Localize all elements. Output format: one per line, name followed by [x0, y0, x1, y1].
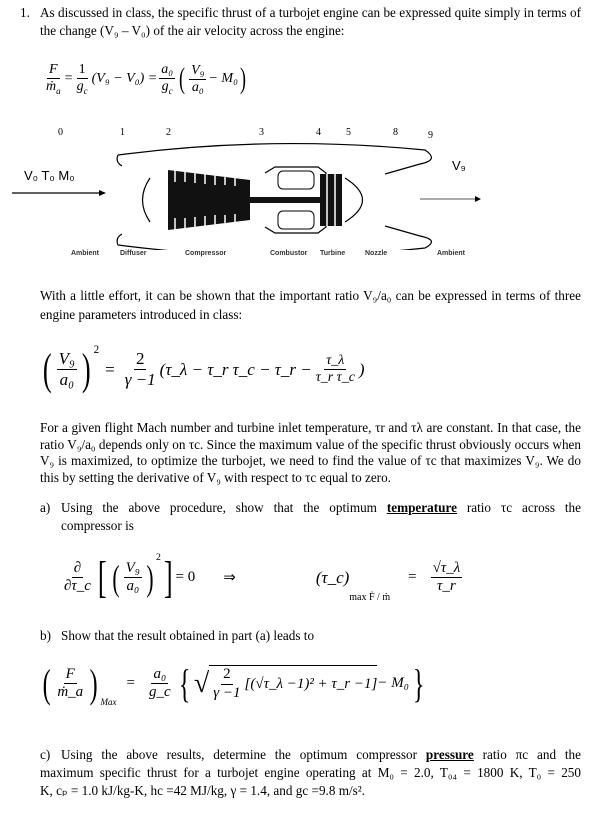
section-nozzle: Nozzle — [365, 250, 388, 257]
emphasis-pressure: pressure — [425, 747, 474, 762]
para2-line-1: With a little effort, it can be shown that the important ratio V₉/a₀ can be expressed in terms of three — [40, 288, 581, 303]
para3-line-1: For a given flight Mach number and turbine inlet temperature, τr and τλ are constant. In that case, the — [40, 420, 581, 435]
inlet-conditions-label: V₀ T₀ M₀ — [24, 168, 75, 183]
para3-line-3: V₉ is maximized, to optimize the turbojet, we need to find the value of τc that maximizes V₉. We do — [40, 453, 581, 468]
station-5: 5 — [346, 127, 351, 138]
part-c-line-3: K, cₚ = 1.0 kJ/kg-K, hc =42 MJ/kg, γ = 1.4, and gc =9.8 m/s². — [40, 783, 366, 798]
part-a-line-1: Using the above procedure, show that the optimum temperature ratio τc across the — [61, 500, 581, 515]
section-diffuser: Diffuser — [120, 250, 147, 257]
section-turbine: Turbine — [320, 250, 346, 257]
emphasis-temperature: temperature — [386, 500, 457, 515]
station-8: 8 — [393, 127, 398, 138]
station-1: 1 — [120, 127, 125, 138]
part-c-line-1: Using the above results, determine the optimum compressor pressure ratio πc and the — [61, 747, 582, 762]
specific-thrust-equation: $\frac{F}{ṁ_a}$ = $\frac{1}{g_c}$ (V₉ − V₀) = $\frac{\text{a₀}}{g_c}$ ( $\frac{\text{V₉}}{\text{a₀}}$ − M₀ ) — [46, 62, 246, 96]
engine-drawing — [0, 140, 610, 250]
velocity-ratio-equation: ( $\frac{\text{V₉}}{\text{a₀}}$ ) $^2$ = $\frac{2}{\gamma -1}$ (τ_λ − τ_r τ_c − τ_r − $\frac{\tau\_\lambda}{\text{τ\_r τ\_c}}$ ) — [42, 344, 365, 394]
intro-line-1: As discussed in class, the specific thrust of a turbojet engine can be expressed quite simply in terms of — [40, 5, 581, 20]
part-a-line-2: compressor is — [61, 518, 134, 533]
section-ambient-inlet: Ambient — [71, 250, 99, 257]
optimum-temperature-ratio-equation: $\frac{\partial}{\partial\tau\_c}$ [ ( $\frac{\text{V₉}}{\text{a₀}}$ ) $^2$ ] = 0 ⇒ (τ_c) max Ḟ / ṁ = $\frac{√\tau\_\lambda}{\tau\_r}$ — [64, 552, 461, 603]
intro-line-2: the change (V₉ – V₀) of the air velocity across the engine: — [40, 23, 345, 38]
part-b-text: Show that the result obtained in part (a) leads to — [61, 628, 315, 643]
max-specific-thrust-equation: ( $\frac{F}{\text{ṁ\_a}}$ ) $_{Max}$ = $\frac{\text{a₀}}{g\_c}$ { √ $\frac{2}{\gamma -1}$ [(√τ_λ −1)² + τ_r −1] − M₀ } — [42, 661, 425, 707]
station-3: 3 — [259, 127, 264, 138]
exit-velocity-label: V₉ — [452, 158, 466, 173]
station-4: 4 — [316, 127, 321, 138]
engine-casing — [117, 144, 431, 250]
problem-number: 1. — [20, 5, 30, 20]
station-0: 0 — [58, 127, 63, 138]
para2-line-2: engine parameters introduced in class: — [40, 307, 243, 322]
exit-arrow — [420, 196, 481, 202]
para3-line-4: this by setting the derivative of V₉ with respect to τc equal to zero. — [40, 470, 391, 485]
compressor-blades — [168, 170, 342, 230]
station-9: 9 — [428, 130, 433, 141]
para3-line-2: ratio V₉/a₀ depends only on τc. Since the maximum value of the specific thrust obviously occurs when — [40, 437, 581, 452]
station-2: 2 — [166, 127, 171, 138]
inlet-arrow — [12, 190, 106, 196]
part-b-label: b) — [40, 628, 51, 643]
part-c-label: c) — [40, 747, 51, 762]
section-compressor: Compressor — [185, 250, 227, 257]
part-a-label: a) — [40, 500, 51, 515]
section-combustor: Combustor — [270, 250, 308, 257]
section-ambient-exit: Ambient — [437, 250, 465, 257]
part-c-line-2: maximum specific thrust for a turbojet engine operating at M₀ = 2.0, T₀₄ = 1800 K, T₀ = 250 — [40, 765, 581, 780]
